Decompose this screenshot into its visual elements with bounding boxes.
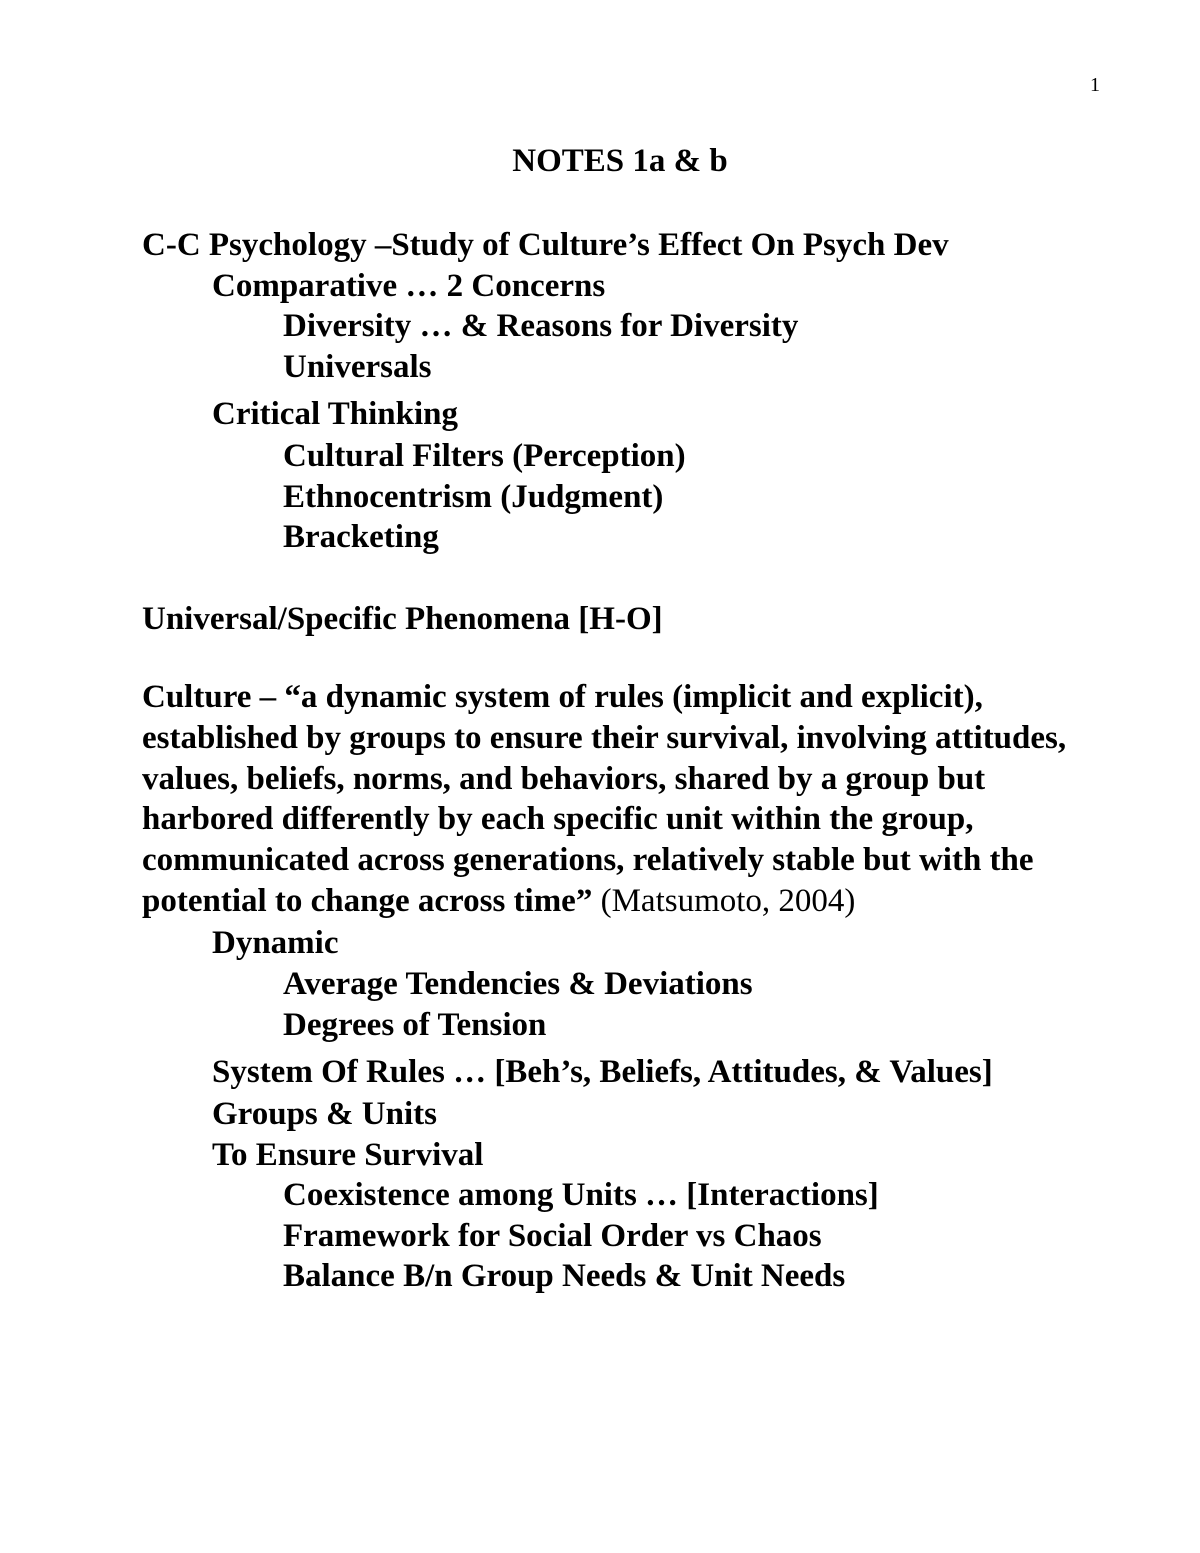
outline-item-critical-thinking: Critical Thinking — [212, 396, 459, 432]
outline-item-degrees-of-tension: Degrees of Tension — [283, 1007, 547, 1043]
culture-definition-text: Culture – “a dynamic system of rules (implicit and explicit), established by groups to ensure their survival, involving attitudes, values, beliefs, norms, and behaviors, shared by a group but harbored differently by each specific unit within the group, communicated across generations, relatively stable but with the potential to change across time” — [142, 679, 1067, 919]
section-heading-cc-psychology: C-C Psychology –Study of Culture’s Effect On Psych Dev — [142, 227, 949, 263]
culture-definition-paragraph — [142, 677, 1102, 922]
outline-item-bracketing: Bracketing — [283, 519, 439, 555]
outline-item-average-tendencies: Average Tendencies & Deviations — [283, 966, 753, 1002]
outline-item-ethnocentrism: Ethnocentrism (Judgment) — [283, 479, 664, 515]
outline-item-comparative: Comparative … 2 Concerns — [212, 268, 606, 304]
outline-item-coexistence: Coexistence among Units … [Interactions] — [283, 1177, 879, 1213]
section-heading-universal-specific: Universal/Specific Phenomena [H-O] — [142, 601, 663, 637]
outline-item-cultural-filters: Cultural Filters (Perception) — [283, 438, 686, 474]
outline-item-balance: Balance B/n Group Needs & Unit Needs — [283, 1258, 846, 1294]
outline-item-ensure-survival: To Ensure Survival — [212, 1137, 484, 1173]
outline-item-universals: Universals — [283, 349, 432, 385]
outline-item-diversity: Diversity … & Reasons for Diversity — [283, 308, 799, 344]
page-number: 1 — [1090, 74, 1100, 96]
page-title: NOTES 1a & b — [512, 143, 728, 179]
outline-item-dynamic: Dynamic — [212, 925, 339, 961]
outline-item-groups-units: Groups & Units — [212, 1096, 437, 1132]
outline-item-system-of-rules: System Of Rules … [Beh’s, Beliefs, Attitudes, & Values] — [212, 1054, 993, 1090]
outline-item-framework: Framework for Social Order vs Chaos — [283, 1218, 822, 1254]
culture-definition-citation: (Matsumoto, 2004) — [592, 882, 856, 919]
